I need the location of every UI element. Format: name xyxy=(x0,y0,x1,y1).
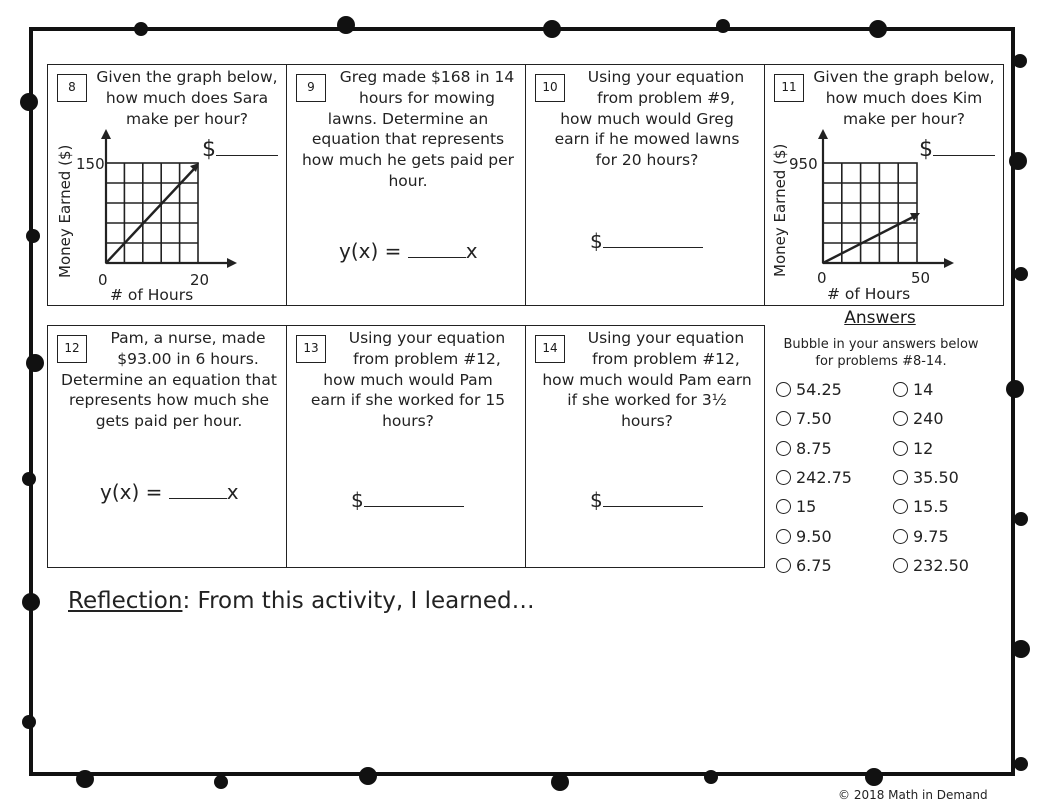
problem-9-card xyxy=(286,64,526,306)
equation-suffix: x xyxy=(226,480,239,504)
graph-line xyxy=(823,213,920,263)
text-line: how much would Greg xyxy=(560,109,734,128)
problem-number: 13 xyxy=(296,335,326,363)
text-line: Given the graph below, xyxy=(813,68,995,86)
border-dot xyxy=(543,20,561,38)
text-line-content: Greg made $168 in 14 xyxy=(339,68,515,86)
text-line: hours? xyxy=(621,412,673,431)
text-line-content: Using your equation xyxy=(587,68,745,86)
text-line-content: from problem #12, xyxy=(592,349,740,368)
border-dot xyxy=(359,767,377,785)
graph-grid xyxy=(823,163,917,263)
origin-label: 0 xyxy=(817,269,827,287)
bubble-circle-icon[interactable] xyxy=(893,470,908,485)
dollar-sign: $ xyxy=(351,488,364,512)
instruction-line: Bubble in your answers below xyxy=(783,337,979,352)
text-line-content: Pam, a nurse, made xyxy=(110,329,266,347)
border-dot xyxy=(1014,512,1028,526)
answer-value: 54.25 xyxy=(796,380,842,399)
y-axis-label: Money Earned ($) xyxy=(771,143,789,277)
text-line-content: hours for mowing xyxy=(359,88,495,107)
bubble-circle-icon[interactable] xyxy=(776,558,791,573)
dollar-sign: $ xyxy=(590,229,603,253)
bubble-circle-icon[interactable] xyxy=(776,441,791,456)
x-max-label: 20 xyxy=(190,271,210,289)
bubble-circle-icon[interactable] xyxy=(893,441,908,456)
text-line xyxy=(534,67,760,88)
problem-10-card xyxy=(525,64,765,306)
y-max-label: 950 xyxy=(789,155,818,173)
border-dot xyxy=(76,770,94,788)
sara-graph xyxy=(48,65,288,307)
bubble-circle-icon[interactable] xyxy=(893,529,908,544)
answer-value: 6.75 xyxy=(796,555,832,575)
equation-prefix: y(x) = xyxy=(100,480,169,504)
problem-number: 12 xyxy=(57,335,87,363)
equation-blank[interactable] xyxy=(100,480,239,504)
text-line: how much he gets paid per xyxy=(301,151,514,170)
problem-14-card xyxy=(525,325,765,568)
text-line xyxy=(295,88,521,109)
problem-text xyxy=(295,67,521,192)
problem-text xyxy=(295,328,521,432)
text-line xyxy=(295,349,521,370)
border-dot xyxy=(1012,640,1030,658)
text-line: if she worked for 3½ xyxy=(567,391,727,410)
answer-value: 14 xyxy=(913,380,934,399)
bubble-circle-icon[interactable] xyxy=(893,382,908,397)
bubble-circle-icon[interactable] xyxy=(893,411,908,426)
border-dot xyxy=(551,773,569,791)
answer-blank[interactable] xyxy=(351,488,464,512)
y-max-label: 150 xyxy=(76,155,105,173)
text-line xyxy=(534,349,760,370)
equation-prefix: y(x) = xyxy=(339,239,408,263)
equation-suffix: x xyxy=(465,239,478,263)
border-dot xyxy=(1014,267,1028,281)
text-line: for 20 hours? xyxy=(595,151,699,170)
bubble-circle-icon[interactable] xyxy=(776,470,791,485)
text-line: how much would Pam xyxy=(323,370,493,389)
border-dot xyxy=(865,768,883,786)
answers-instructions xyxy=(770,336,992,370)
text-line: how much does Sara xyxy=(105,88,269,107)
answer-value: 35.50 xyxy=(913,467,959,487)
border-dot xyxy=(22,472,36,486)
problem-13-card xyxy=(286,325,526,568)
border-dot xyxy=(22,593,40,611)
y-axis-label: Money Earned ($) xyxy=(56,144,74,278)
problem-number: 11 xyxy=(774,74,804,102)
border-dot xyxy=(26,354,44,372)
text-line: how much does Kim xyxy=(825,88,983,107)
answer-value: 240 xyxy=(913,409,944,429)
answer-choice[interactable] xyxy=(893,468,959,487)
border-dot xyxy=(1014,757,1028,771)
answer-value: 7.50 xyxy=(796,409,832,429)
x-axis-label: # of Hours xyxy=(110,286,194,304)
border-dot xyxy=(20,93,38,111)
reflection-text: : From this activity, I learned… xyxy=(182,588,535,614)
answer-choice[interactable] xyxy=(893,409,944,428)
text-line: earn if he mowed lawns xyxy=(554,130,740,149)
reflection-label: Reflection xyxy=(68,588,183,614)
dollar-sign: $ xyxy=(919,137,933,162)
answer-value: 9.50 xyxy=(796,526,832,546)
text-line-content: from problem #9, xyxy=(597,88,735,107)
copyright: © 2018 Math in Demand xyxy=(838,788,988,802)
answers-title: Answers xyxy=(844,308,916,328)
reflection-prompt xyxy=(68,588,535,614)
answer-choice[interactable] xyxy=(776,497,816,516)
text-line xyxy=(534,328,760,349)
bubble-circle-icon[interactable] xyxy=(776,411,791,426)
problem-11-card xyxy=(764,64,1004,306)
answer-blank[interactable] xyxy=(590,488,703,512)
instruction-line: for problems #8-14. xyxy=(815,354,947,369)
border-dot xyxy=(716,19,730,33)
problem-12-card xyxy=(47,325,287,568)
answer-value: 232.50 xyxy=(913,555,969,575)
bubble-circle-icon[interactable] xyxy=(893,558,908,573)
answer-value: 15 xyxy=(796,497,817,517)
x-axis-label: # of Hours xyxy=(827,285,911,303)
text-line: Determine an equation that xyxy=(61,370,277,389)
border-dot xyxy=(869,20,887,38)
origin-label: 0 xyxy=(98,271,108,289)
text-line: how much would Pam earn xyxy=(542,370,752,389)
border-dot xyxy=(1006,380,1024,398)
problem-number: 9 xyxy=(296,74,326,102)
answer-choice[interactable] xyxy=(776,556,832,575)
problem-number: 14 xyxy=(535,335,565,363)
kim-graph xyxy=(765,65,1005,307)
answer-choice[interactable] xyxy=(893,439,933,458)
text-line: earn if she worked for 15 xyxy=(310,391,506,410)
border-dot xyxy=(26,229,40,243)
text-line-content: Using your equation xyxy=(348,329,506,347)
answer-value: 8.75 xyxy=(796,438,832,458)
answer-choice[interactable] xyxy=(893,527,949,546)
border-dot xyxy=(337,16,355,34)
dollar-sign: $ xyxy=(202,137,216,162)
dollar-sign: $ xyxy=(590,488,603,512)
equation-blank[interactable] xyxy=(339,239,478,263)
text-line xyxy=(534,88,760,109)
problem-text xyxy=(534,67,760,171)
text-line: make per hour? xyxy=(126,109,248,128)
text-line: gets paid per hour. xyxy=(95,412,243,431)
text-line-content: from problem #12, xyxy=(353,349,501,368)
text-line xyxy=(295,328,521,349)
problem-text xyxy=(56,328,282,432)
text-line xyxy=(56,349,282,370)
bubble-circle-icon[interactable] xyxy=(893,499,908,514)
text-line: make per hour? xyxy=(843,109,965,128)
answer-blank[interactable] xyxy=(590,229,703,253)
text-line-content: $93.00 in 6 hours. xyxy=(117,349,259,368)
text-line: Given the graph below, xyxy=(96,68,278,86)
bubble-circle-icon[interactable] xyxy=(776,499,791,514)
answer-value: 242.75 xyxy=(796,467,852,487)
text-line: equation that represents xyxy=(311,130,505,149)
border-dot xyxy=(1013,54,1027,68)
answer-choice[interactable] xyxy=(893,380,933,399)
problem-number: 10 xyxy=(535,74,565,102)
text-line xyxy=(56,328,282,349)
answer-value: 9.75 xyxy=(913,526,949,546)
text-line: lawns. Determine an xyxy=(327,109,489,128)
answer-choice[interactable] xyxy=(776,439,832,458)
text-line-content: Using your equation xyxy=(587,329,745,347)
bubble-circle-icon[interactable] xyxy=(776,529,791,544)
text-line: hours? xyxy=(382,412,434,431)
text-line: represents how much she xyxy=(68,391,270,410)
answer-choice[interactable] xyxy=(776,527,832,546)
answer-value: 12 xyxy=(913,438,934,458)
answer-choice[interactable] xyxy=(776,409,832,428)
answer-choice[interactable] xyxy=(893,497,949,516)
text-line xyxy=(295,67,521,88)
answer-choice[interactable] xyxy=(776,380,842,399)
answer-choice[interactable] xyxy=(893,556,969,575)
answer-value: 15.5 xyxy=(913,497,949,517)
border-dot xyxy=(1009,152,1027,170)
border-dot xyxy=(704,770,718,784)
border-dot xyxy=(22,715,36,729)
problem-number: 8 xyxy=(57,74,87,102)
border-dot xyxy=(134,22,148,36)
problem-8-card xyxy=(47,64,287,306)
answer-choice[interactable] xyxy=(776,468,852,487)
text-line: hour. xyxy=(388,171,428,190)
border-dot xyxy=(214,775,228,789)
bubble-circle-icon[interactable] xyxy=(776,382,791,397)
x-max-label: 50 xyxy=(911,269,931,287)
graph-line xyxy=(106,163,199,263)
problem-text xyxy=(534,328,760,432)
graph-axes xyxy=(818,129,954,268)
